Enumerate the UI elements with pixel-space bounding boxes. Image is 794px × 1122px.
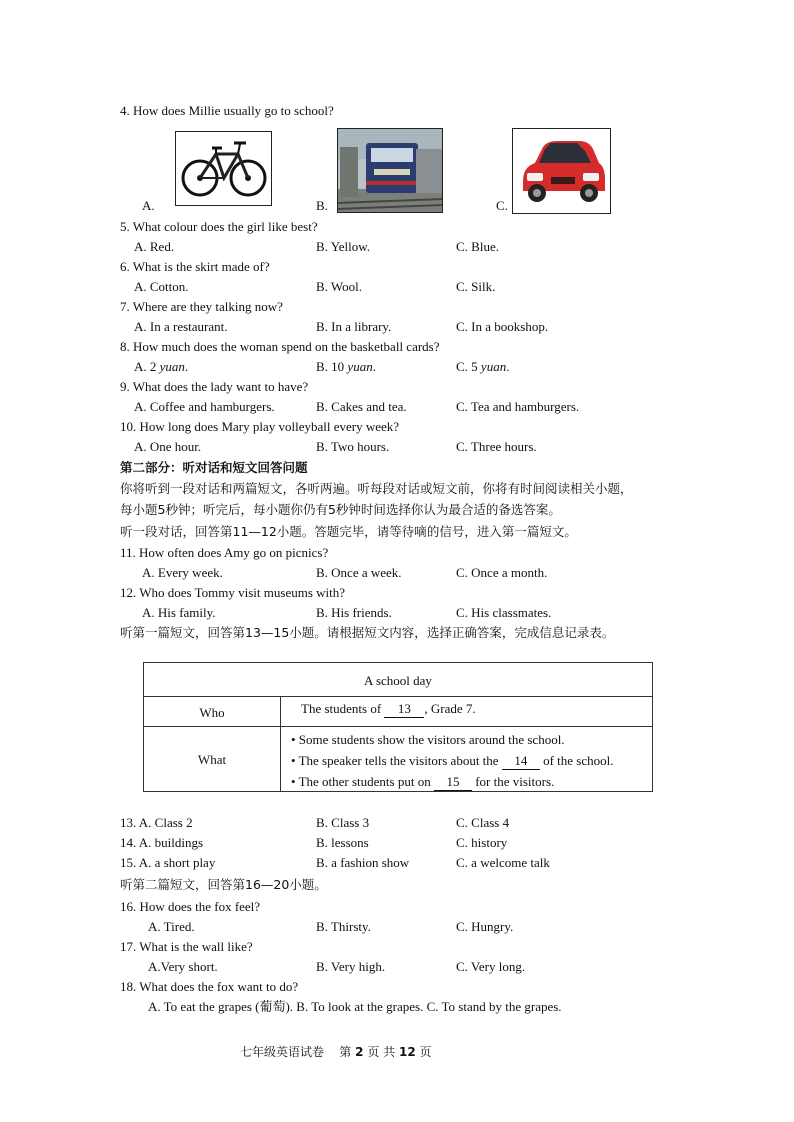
q13-option-c: C. Class 4 xyxy=(456,815,510,830)
blank-13: 13 xyxy=(384,701,424,718)
train-icon xyxy=(338,129,442,212)
question-8: 8. How much does the woman spend on the basketball cards? xyxy=(120,339,440,354)
q16-option-b: B. Thirsty. xyxy=(316,919,371,934)
table-column-divider xyxy=(280,696,281,791)
q7-option-c: C. In a bookshop. xyxy=(456,319,549,334)
q17-option-c: C. Very long. xyxy=(456,959,526,974)
part2-instruction-3: 听一段对话，回答第11—12小题。答题完毕，请等待嘀的信号，进入第一篇短文。 xyxy=(120,524,577,539)
part2-instruction-2: 每小题5秒钟；听完后，每小题你仍有5秒钟时间选择你认为最合适的备选答案。 xyxy=(120,502,561,517)
q11-option-b: B. Once a week. xyxy=(316,565,402,580)
table-bullet-1: • Some students show the visitors around the school. xyxy=(291,732,565,747)
q11-option-c: C. Once a month. xyxy=(456,565,548,580)
q9-option-b: B. Cakes and tea. xyxy=(316,399,407,414)
blank-14: 14 xyxy=(502,753,540,770)
q15-option-c: C. a welcome talk xyxy=(456,855,550,870)
q6-option-a: A. Cotton. xyxy=(134,279,189,294)
q7-option-a: A. In a restaurant. xyxy=(134,319,228,334)
passage1-instruction: 听第一篇短文，回答第13—15小题。请根据短文内容，选择正确答案，完成信息记录表。 xyxy=(120,625,615,640)
table-title: A school day xyxy=(364,673,432,688)
q8-option-a: A. 2 yuan. xyxy=(134,359,189,374)
table-who-label: Who xyxy=(199,705,225,720)
q9-option-c: C. Tea and hamburgers. xyxy=(456,399,580,414)
q4-option-c: C. xyxy=(496,198,508,213)
question-11: 11. How often does Amy go on picnics? xyxy=(120,545,329,560)
blank-15: 15 xyxy=(434,774,472,791)
table-what-label: What xyxy=(197,752,227,767)
q15-option-a: 15. A. a short play xyxy=(120,855,216,870)
train-picture xyxy=(337,128,443,213)
q12-option-c: C. His classmates. xyxy=(456,605,552,620)
q18-options: A. To eat the grapes (葡萄). B. To look at the grapes. C. To stand by the grapes. xyxy=(148,999,562,1014)
question-9: 9. What does the lady want to have? xyxy=(120,379,309,394)
q16-option-a: A. Tired. xyxy=(148,919,195,934)
q12-option-a: A. His family. xyxy=(142,605,216,620)
question-18: 18. What does the fox want to do? xyxy=(120,979,299,994)
question-16: 16. How does the fox feel? xyxy=(120,899,261,914)
footer-page-number: 2 xyxy=(355,1045,364,1059)
q11-option-a: A. Every week. xyxy=(142,565,223,580)
q9-option-a: A. Coffee and hamburgers. xyxy=(134,399,275,414)
table-divider xyxy=(144,726,652,727)
q12-option-b: B. His friends. xyxy=(316,605,392,620)
question-6: 6. What is the skirt made of? xyxy=(120,259,270,274)
q7-option-b: B. In a library. xyxy=(316,319,392,334)
question-7: 7. Where are they talking now? xyxy=(120,299,283,314)
info-table xyxy=(143,662,653,792)
q10-option-b: B. Two hours. xyxy=(316,439,390,454)
table-divider xyxy=(144,696,652,697)
q10-option-a: A. One hour. xyxy=(134,439,202,454)
car-picture xyxy=(512,128,611,214)
table-bullet-2: • The speaker tells the visitors about the 14 of the school. xyxy=(291,753,614,768)
q6-option-c: C. Silk. xyxy=(456,279,496,294)
q8-option-c: C. 5 yuan. xyxy=(456,359,510,374)
bicycle-picture xyxy=(175,131,272,206)
passage2-instruction: 听第二篇短文，回答第16—20小题。 xyxy=(120,877,327,892)
q17-option-a: A.Very short. xyxy=(148,959,218,974)
q4-option-a: A. xyxy=(142,198,155,213)
q6-option-b: B. Wool. xyxy=(316,279,363,294)
q5-option-c: C. Blue. xyxy=(456,239,499,254)
q5-option-a: A. Red. xyxy=(134,239,175,254)
question-4: 4. How does Millie usually go to school? xyxy=(120,103,334,118)
bicycle-icon xyxy=(176,132,271,205)
q15-option-b: B. a fashion show xyxy=(316,855,410,870)
page-footer: 七年级英语试卷 第 2 页 共 12 页 xyxy=(240,1045,432,1059)
table-bullet-3: • The other students put on 15 for the visitors. xyxy=(291,774,555,789)
part2-instruction-1: 你将听到一段对话和两篇短文，各听两遍。听每段对话或短文前，你将有时间阅读相关小题， xyxy=(120,481,633,496)
q14-option-b: B. lessons xyxy=(316,835,369,850)
q4-option-b: B. xyxy=(316,198,328,213)
question-12: 12. Who does Tommy visit museums with? xyxy=(120,585,346,600)
q14-option-a: 14. A. buildings xyxy=(120,835,204,850)
q13-option-a: 13. A. Class 2 xyxy=(120,815,193,830)
q8-option-b: B. 10 yuan. xyxy=(316,359,376,374)
part2-heading: 第二部分：听对话和短文回答问题 xyxy=(120,460,308,475)
footer-title: 七年级英语试卷 xyxy=(240,1045,325,1059)
question-5: 5. What colour does the girl like best? xyxy=(120,219,318,234)
q17-option-b: B. Very high. xyxy=(316,959,386,974)
car-icon xyxy=(513,129,610,213)
q5-option-b: B. Yellow. xyxy=(316,239,371,254)
question-10: 10. How long does Mary play volleyball every week? xyxy=(120,419,400,434)
q16-option-c: C. Hungry. xyxy=(456,919,514,934)
table-who-value: The students of 13 , Grade 7. xyxy=(301,701,476,716)
q10-option-c: C. Three hours. xyxy=(456,439,537,454)
q13-option-b: B. Class 3 xyxy=(316,815,370,830)
question-17: 17. What is the wall like? xyxy=(120,939,253,954)
footer-total-pages: 12 xyxy=(398,1045,416,1059)
q14-option-c: C. history xyxy=(456,835,508,850)
